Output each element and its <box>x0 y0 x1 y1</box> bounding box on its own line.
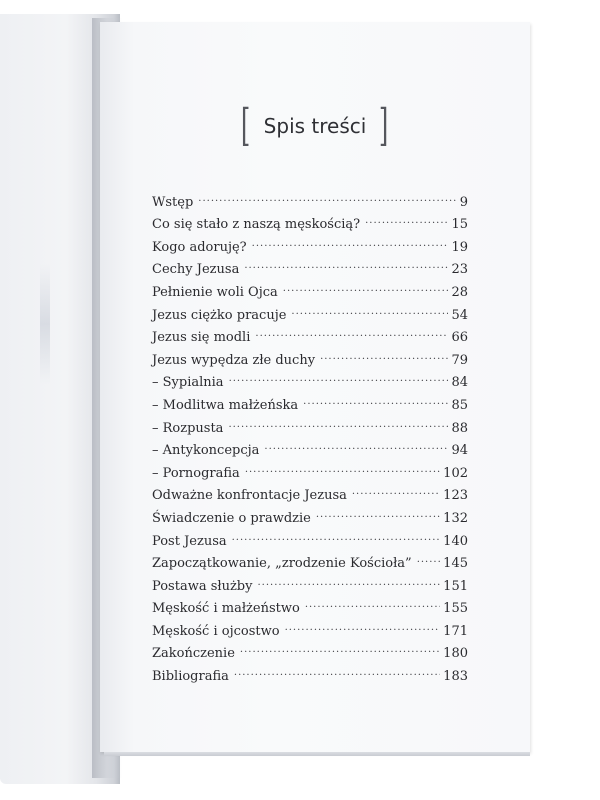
dot-leader <box>352 477 440 500</box>
toc-entry-title: Postawa służby <box>152 578 253 594</box>
toc-entry-title: Wstęp <box>152 194 194 210</box>
dot-leader <box>234 657 440 680</box>
toc-entry-title: Męskość i ojcostwo <box>152 623 280 639</box>
toc-entry-page-number: 155 <box>443 601 468 617</box>
toc-entry-title: Jezus wypędza złe duchy <box>152 352 316 368</box>
toc-entry-title: Zakończenie <box>152 646 235 662</box>
toc-entry-page-number: 79 <box>451 352 468 368</box>
toc-entry-page-number: 54 <box>451 307 468 323</box>
toc-entry-page-number: 171 <box>443 623 468 639</box>
table-of-contents <box>152 183 468 685</box>
dot-leader <box>244 251 448 274</box>
left-page-bleedthrough <box>40 264 50 384</box>
toc-entry-page-number: 84 <box>451 375 468 391</box>
toc-entry-title: Bibliografia <box>152 669 229 685</box>
toc-entry-title: – Pornografia <box>152 465 240 481</box>
dot-leader <box>228 409 448 432</box>
toc-entry <box>152 183 468 210</box>
toc-entry-page-number: 132 <box>443 510 468 526</box>
toc-entry-page-number: 9 <box>459 194 468 210</box>
toc-entry-page-number: 19 <box>451 239 468 255</box>
toc-entry-page-number: 66 <box>451 330 468 346</box>
dot-leader <box>229 364 449 387</box>
dot-leader <box>365 206 448 229</box>
toc-entry-page-number: 102 <box>443 465 468 481</box>
dot-leader <box>283 273 449 296</box>
toc-entry-title: – Sypialnia <box>152 375 224 391</box>
toc-entry-page-number: 180 <box>443 646 468 662</box>
toc-entry-page-number: 94 <box>451 443 468 459</box>
toc-entry-title: Co się stało z naszą męskością? <box>152 217 361 233</box>
toc-entry-title: Pełnienie woli Ojca <box>152 284 278 300</box>
dot-leader <box>320 341 448 364</box>
toc-entry-title: Męskość i małżeństwo <box>152 601 300 617</box>
toc-entry-page-number: 151 <box>443 578 468 594</box>
heading-bracket-close: ] <box>379 100 389 151</box>
toc-entry-title: Jezus się modli <box>152 330 251 346</box>
right-page <box>100 22 530 752</box>
toc-entry-page-number: 23 <box>451 262 468 278</box>
dot-leader <box>264 432 448 455</box>
toc-entry-title: Zapoczątkowanie, „zrodzenie Kościoła” <box>152 556 412 572</box>
dot-leader <box>245 454 440 477</box>
toc-entry-title: Jezus ciężko pracuje <box>152 307 287 323</box>
dot-leader <box>316 499 440 522</box>
toc-entry-title: – Antykoncepcja <box>152 443 260 459</box>
toc-entry-title: – Rozpusta <box>152 420 224 436</box>
dot-leader <box>240 635 440 658</box>
toc-entry-title: Odważne konfrontacje Jezusa <box>152 488 347 504</box>
toc-entry-page-number: 183 <box>443 669 468 685</box>
toc-entry-title: Kogo adoruję? <box>152 239 247 255</box>
heading-bracket-open: [ <box>241 100 251 151</box>
toc-entry-page-number: 123 <box>443 488 468 504</box>
toc-entry-page-number: 88 <box>451 420 468 436</box>
dot-leader <box>257 567 440 590</box>
dot-leader <box>198 183 456 206</box>
toc-entry-title: – Modlitwa małżeńska <box>152 397 299 413</box>
dot-leader <box>417 545 440 568</box>
dot-leader <box>232 522 441 545</box>
toc-entry-page-number: 15 <box>451 217 468 233</box>
toc-entry-page-number: 85 <box>451 397 468 413</box>
toc-entry-page-number: 145 <box>443 556 468 572</box>
dot-leader <box>285 612 441 635</box>
dot-leader <box>291 296 448 319</box>
toc-entry-title: Świadczenie o prawdzie <box>152 510 311 526</box>
dot-leader <box>255 319 448 342</box>
dot-leader <box>305 590 440 613</box>
dot-leader <box>303 386 448 409</box>
dot-leader <box>252 228 449 251</box>
toc-entry-page-number: 28 <box>451 284 468 300</box>
page-title: Spis treści <box>263 114 367 138</box>
toc-entry-page-number: 140 <box>443 533 468 549</box>
page-bottom-edge <box>104 752 530 756</box>
toc-entry <box>152 206 468 233</box>
toc-heading <box>100 100 530 151</box>
toc-entry-title: Post Jezusa <box>152 533 227 549</box>
toc-entry-title: Cechy Jezusa <box>152 262 240 278</box>
